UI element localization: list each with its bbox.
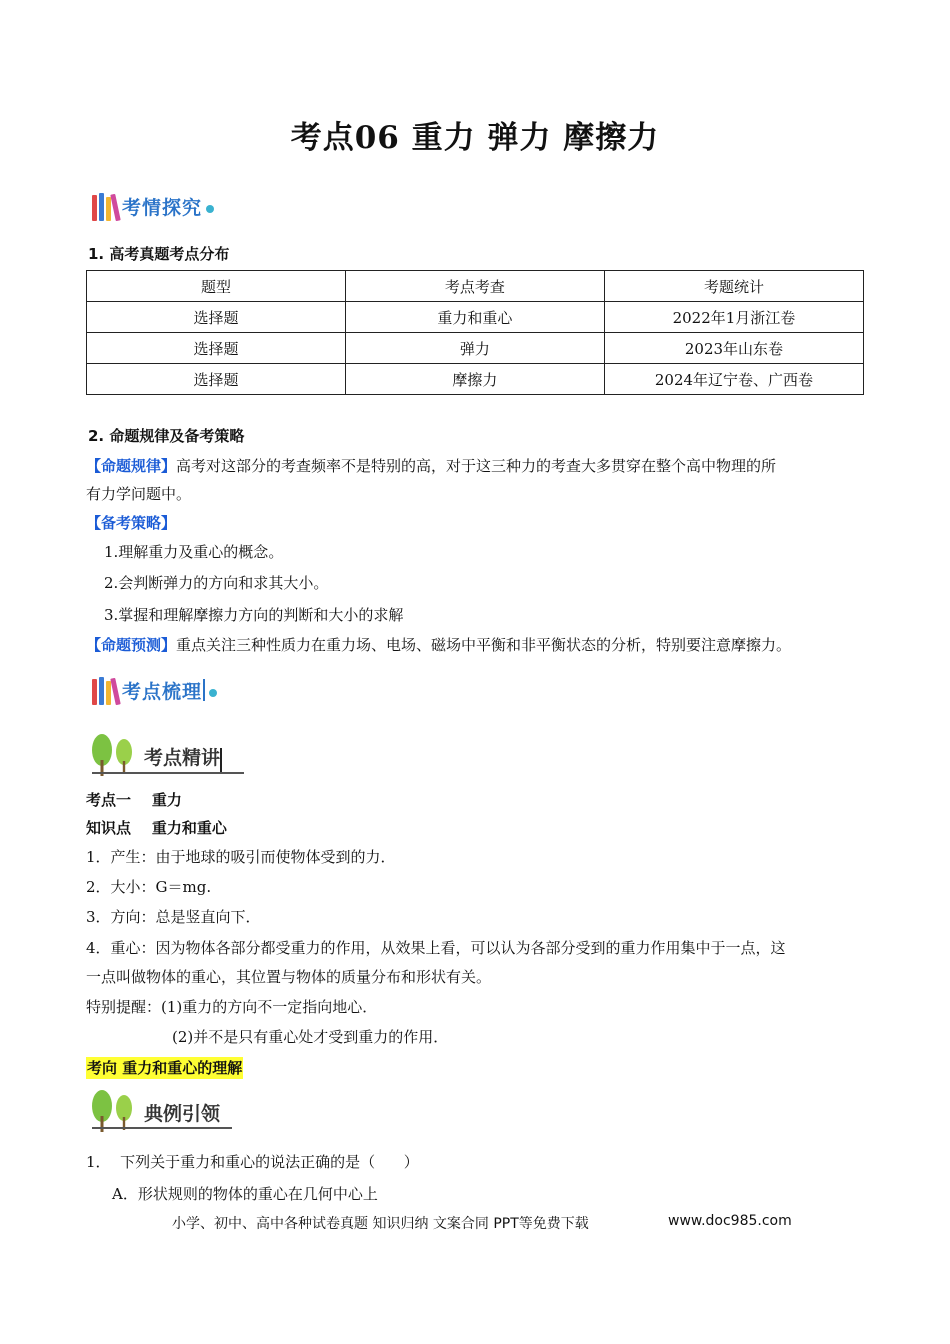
table-cell: 重力和重心 <box>345 302 604 333</box>
text-cursor-mark <box>220 748 222 772</box>
footer-link[interactable]: www.doc985.com <box>668 1213 792 1229</box>
knowledge-line: 1．产生：由于地球的吸引而使物体受到的力． <box>86 848 396 866</box>
table-row <box>87 364 864 395</box>
predict-text: 重点关注三种性质力在重力场、电场、磁场中平衡和非平衡状态的分析，特别要注意摩擦力。 <box>176 636 792 654</box>
knowledge-line: (2)并不是只有重心处才受到重力的作用． <box>172 1028 449 1046</box>
knowledge-subtitle: 知识点 重力和重心 <box>86 819 227 837</box>
banner-underline <box>92 1127 232 1129</box>
table-cell: 选择题 <box>87 364 346 395</box>
knowledge-line: 特别提醒：(1)重力的方向不一定指向地心． <box>86 998 378 1016</box>
table-header-cell: 考点考查 <box>345 271 604 302</box>
table-header-cell: 题型 <box>87 271 346 302</box>
rule-paragraph <box>86 452 876 508</box>
predict-paragraph <box>86 631 886 659</box>
strategy-tag: 【备考策略】 <box>86 514 177 532</box>
question-stem: 1． 下列关于重力和重心的说法正确的是（ ） <box>86 1153 419 1171</box>
knowledge-title: 考点一 重力 <box>86 791 182 809</box>
exam-distribution-table <box>86 270 864 395</box>
table-header-cell: 考题统计 <box>604 271 863 302</box>
rule-text-continued: 有力学问题中。 <box>86 485 192 503</box>
knowledge-line: 4．重心：因为物体各部分都受重力的作用，从效果上看，可以认为各部分受到的重力作用集中于一点，这 <box>86 939 786 957</box>
page-title: 考点06 重力 弹力 摩擦力 <box>290 120 660 156</box>
banner-underline <box>92 772 244 774</box>
dot-icon <box>206 205 214 213</box>
table-cell: 2024年辽宁卷、广西卷 <box>604 364 863 395</box>
books-icon <box>92 675 118 705</box>
strategy-item: 3.掌握和理解摩擦力方向的判断和大小的求解 <box>104 606 404 624</box>
dot-icon <box>209 689 217 697</box>
books-icon <box>92 191 118 221</box>
table-row <box>87 302 864 333</box>
tree-icon <box>88 732 138 776</box>
section-banner-examples <box>88 1086 238 1132</box>
rule-text: 高考对这部分的考查频率不是特别的高，对于这三种力的考查大多贯穿在整个高中物理的所 <box>176 457 777 475</box>
knowledge-line: 2．大小：G＝mg. <box>86 878 212 896</box>
direction-label: 考向 重力和重心的理解 <box>87 1059 243 1077</box>
table-cell: 弹力 <box>345 333 604 364</box>
table-cell: 摩擦力 <box>345 364 604 395</box>
section-banner-review <box>92 672 217 708</box>
table-header-row <box>87 271 864 302</box>
section-banner-exam-analysis <box>92 188 214 224</box>
rule-tag: 【命题规律】 <box>86 457 177 475</box>
table-cell: 2022年1月浙江卷 <box>604 302 863 333</box>
predict-tag: 【命题预测】 <box>86 636 177 654</box>
banner-label: 考点精讲 <box>144 747 221 769</box>
banner-label: 考情探究 <box>122 196 203 219</box>
banner-label: 典例引领 <box>144 1103 221 1125</box>
section-heading-distribution: 1. 高考真题考点分布 <box>88 245 230 263</box>
banner-label: 考点梳理 <box>122 680 203 703</box>
section-heading-strategy: 2. 命题规律及备考策略 <box>88 427 245 445</box>
footer-text: 小学、初中、高中各种试卷真题 知识归纳 文案合同 PPT等免费下载 <box>172 1216 589 1232</box>
strategy-item: 2.会判断弹力的方向和求其大小。 <box>104 574 329 592</box>
text-cursor-mark <box>203 679 205 701</box>
table-row <box>87 333 864 364</box>
section-banner-lecture <box>88 730 248 776</box>
knowledge-line: 3．方向：总是竖直向下． <box>86 908 261 926</box>
question-option-a: A．形状规则的物体的重心在几何中心上 <box>112 1185 378 1203</box>
table-cell: 选择题 <box>87 333 346 364</box>
tree-icon <box>88 1088 138 1132</box>
table-cell: 选择题 <box>87 302 346 333</box>
table-cell: 2023年山东卷 <box>604 333 863 364</box>
strategy-item: 1.理解重力及重心的概念。 <box>104 543 284 561</box>
knowledge-line: 一点叫做物体的重心，其位置与物体的质量分布和形状有关。 <box>86 968 492 986</box>
